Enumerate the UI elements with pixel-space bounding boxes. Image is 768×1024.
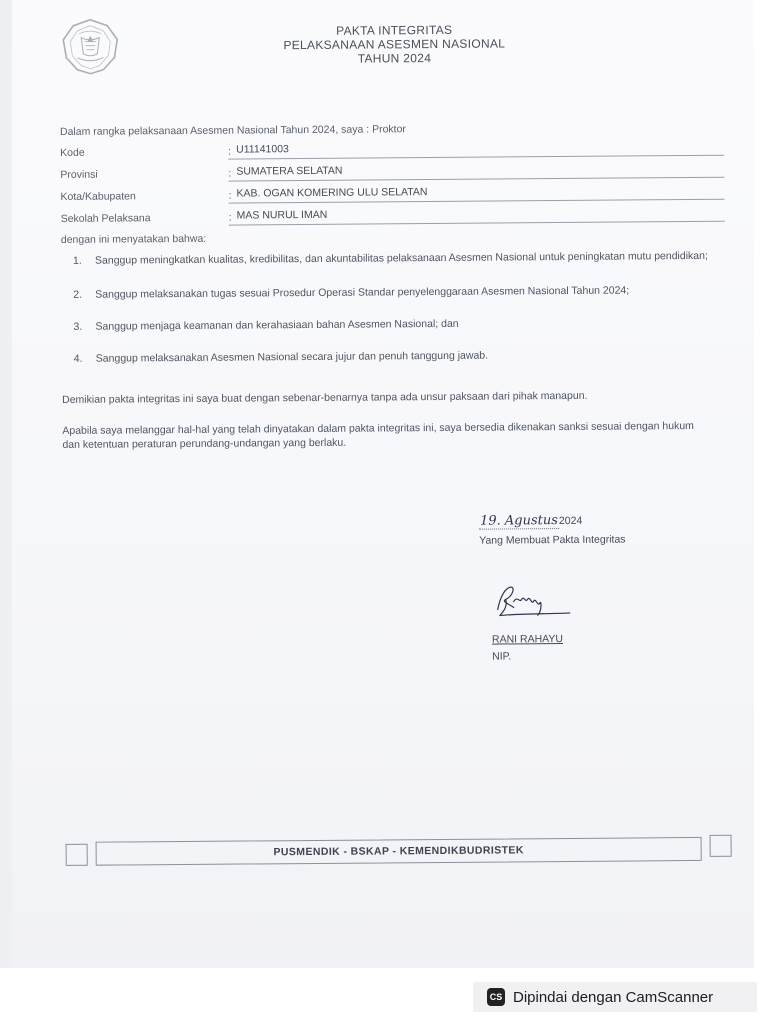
handwritten-date: 19. Agustus <box>479 513 558 529</box>
field-underline <box>228 155 724 160</box>
sanction-statement: Apabila saya melanggar hal-hal yang telah dinyatakan dalam pakta integritas ini, saya bersedia dikenakan sanksi sesuai dengan hukum dan ketentuan peraturan perundang-undangan yang berlaku. <box>62 419 694 451</box>
item-text: Sanggup meningkatkan kualitas, kredibilitas, dan akuntabilitas pelaksanaan Asesmen Nasional untuk peningkatan mutu pendidikan; <box>94 249 708 267</box>
statement-text: dengan ini menyatakan bahwa: <box>60 232 207 246</box>
item-number: 3. <box>73 320 83 333</box>
list-item <box>69 315 709 334</box>
title-line-1: PAKTA INTEGRITAS <box>336 22 453 38</box>
field-label: Provinsi <box>60 168 98 181</box>
camscanner-icon: CS <box>487 988 505 1006</box>
field-underline <box>229 221 725 226</box>
intro-text: Dalam rangka pelaksanaan Asesmen Nasional Tahun 2024, saya : Proktor <box>59 123 406 138</box>
footer-corner-box-left <box>66 844 88 866</box>
field-colon: : <box>228 167 232 180</box>
item-text: Sanggup melaksanakan Asesmen Nasional secara jujur dan penuh tanggung jawab. <box>95 349 489 365</box>
field-sekolah-pelaksana <box>61 206 725 227</box>
document-content <box>12 0 754 968</box>
list-item <box>69 283 709 302</box>
footer-corner-box-right <box>710 835 732 857</box>
field-value: KAB. OGAN KOMERING ULU SELATAN <box>236 186 428 200</box>
signing-date <box>479 512 699 532</box>
footer-band: PUSMENDIK - BSKAP - KEMENDIKBUDRISTEK <box>96 837 702 866</box>
title-line-3: TAHUN 2024 <box>357 51 432 66</box>
closing-statement: Demikian pakta integritas ini saya buat dengan sebenar-benarnya tanpa ada unsur paksaan dari pihak manapun. <box>62 389 588 406</box>
camscanner-text: Dipindai dengan CamScanner <box>513 988 714 1006</box>
tut-wuri-handayani-logo <box>59 17 121 75</box>
item-number: 2. <box>73 288 83 301</box>
scanned-page <box>12 0 754 968</box>
list-item <box>69 249 709 268</box>
field-colon: : <box>228 145 232 158</box>
field-underline <box>228 177 724 182</box>
item-number: 4. <box>73 352 83 365</box>
field-value: MAS NURUL IMAN <box>236 208 328 222</box>
field-underline <box>229 199 725 204</box>
field-label: Kode <box>60 146 85 159</box>
field-provinsi <box>60 162 724 183</box>
signature-block <box>479 512 699 663</box>
item-text: Sanggup menjaga keamanan dan kerahasiaan bahan Asesmen Nasional; dan <box>95 317 459 333</box>
item-text: Sanggup melaksanakan tugas sesuai Prosedur Operasi Standar penyelenggaraan Asesmen Nasional Tahun 2024; <box>95 284 630 301</box>
maker-label: Yang Membuat Pakta Integritas <box>479 533 626 547</box>
signer-name: RANI RAHAYU <box>491 633 564 646</box>
list-item <box>70 347 710 366</box>
field-colon: : <box>228 189 232 202</box>
field-kode <box>60 140 724 161</box>
document-title <box>249 22 539 66</box>
field-kota-kabupaten <box>60 184 724 205</box>
field-colon: : <box>228 211 232 224</box>
handwritten-signature <box>492 581 572 622</box>
field-label: Sekolah Pelaksana <box>60 212 151 225</box>
field-label: Kota/Kabupaten <box>60 190 136 203</box>
signer-nip: NIP. <box>492 650 512 663</box>
field-value: U11141003 <box>236 143 289 156</box>
item-number: 1. <box>72 254 82 267</box>
commitment-list <box>69 249 710 366</box>
date-year: 2024 <box>558 514 583 528</box>
title-line-2: PELAKSANAAN ASESMEN NASIONAL <box>283 36 506 53</box>
camscanner-badge <box>473 982 757 1012</box>
field-value: SUMATERA SELATAN <box>236 164 343 178</box>
scan-edge <box>0 0 12 968</box>
